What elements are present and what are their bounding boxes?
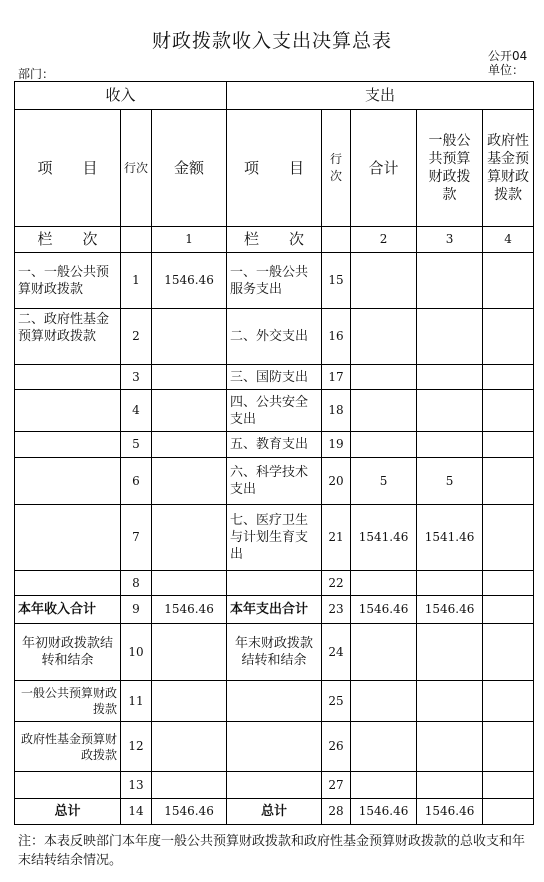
expense-total: 1546.46 (351, 596, 417, 624)
gov-fund-header: 政府性基金预算财政拨款 (483, 110, 534, 227)
expense-total (351, 772, 417, 799)
expense-item: 一、一般公共服务支出 (227, 253, 322, 309)
general-budget-header: 一般公共预算财政拨款 (417, 110, 483, 227)
expense-item: 年末财政拨款结转和结余 (227, 624, 322, 681)
expense-item (227, 772, 322, 799)
expense-gov-fund (483, 505, 534, 571)
expense-gov-fund (483, 309, 534, 365)
expense-item: 四、公共安全支出 (227, 390, 322, 432)
income-amount (152, 432, 227, 458)
expense-row-no: 25 (322, 681, 351, 722)
expense-row-no: 21 (322, 505, 351, 571)
expense-general-budget (417, 365, 483, 390)
expense-row-no: 19 (322, 432, 351, 458)
expense-gov-fund (483, 799, 534, 825)
column-index-1: 1 (152, 227, 227, 253)
expense-total: 1541.46 (351, 505, 417, 571)
expense-general-budget (417, 722, 483, 772)
income-item (15, 772, 121, 799)
income-amount (152, 505, 227, 571)
table-row (15, 772, 534, 799)
expense-row-no: 18 (322, 390, 351, 432)
expense-general-budget (417, 571, 483, 596)
expense-general-budget: 5 (417, 458, 483, 505)
expense-general-budget (417, 681, 483, 722)
expense-total (351, 390, 417, 432)
expense-item: 七、医疗卫生与计划生育支出 (227, 505, 322, 571)
expense-row-no-header: 行次 (322, 110, 351, 227)
income-grand-total-label: 总计 (15, 799, 121, 825)
expense-total (351, 624, 417, 681)
expense-item (227, 722, 322, 772)
table-row (15, 309, 534, 365)
income-item (15, 365, 121, 390)
column-index-label: 栏 次 (227, 227, 322, 253)
income-amount: 1546.46 (152, 253, 227, 309)
expense-total (351, 309, 417, 365)
expense-row-no: 22 (322, 571, 351, 596)
expense-item-header: 项 目 (227, 110, 322, 227)
column-index-2: 2 (351, 227, 417, 253)
table-row (15, 571, 534, 596)
income-row-no: 6 (121, 458, 152, 505)
column-index-blank (322, 227, 351, 253)
income-amount (152, 772, 227, 799)
expense-general-budget (417, 390, 483, 432)
expense-total-header: 合计 (351, 110, 417, 227)
income-amount: 1546.46 (152, 596, 227, 624)
expense-general-budget (417, 309, 483, 365)
expense-total (351, 571, 417, 596)
expense-gov-fund (483, 253, 534, 309)
income-row-no: 13 (121, 772, 152, 799)
income-amount (152, 571, 227, 596)
table-row (15, 681, 534, 722)
income-row-no: 9 (121, 596, 152, 624)
expense-general-budget: 1541.46 (417, 505, 483, 571)
department-label: 部门： (18, 67, 55, 81)
income-amount: 1546.46 (152, 799, 227, 825)
table-row (15, 458, 534, 505)
expense-row-no: 24 (322, 624, 351, 681)
expense-gov-fund (483, 571, 534, 596)
expense-total (351, 722, 417, 772)
expense-general-budget (417, 253, 483, 309)
footnote: 注：本表反映部门本年度一般公共预算财政拨款和政府性基金预算财政拨款的总收支和年末结转结余情况。 (18, 834, 526, 868)
income-row-no-header: 行次 (121, 110, 152, 227)
expense-row-no: 27 (322, 772, 351, 799)
expense-gov-fund (483, 624, 534, 681)
table-row (15, 505, 534, 571)
unit-label: 单位： (488, 63, 525, 77)
income-item: 二、政府性基金预算财政拨款 (15, 309, 121, 365)
expense-row-no: 15 (322, 253, 351, 309)
column-index-4: 4 (483, 227, 534, 253)
income-row-no: 5 (121, 432, 152, 458)
income-row-no: 11 (121, 681, 152, 722)
income-amount (152, 458, 227, 505)
table-row (15, 253, 534, 309)
income-item: 政府性基金预算财政拨款 (15, 722, 121, 772)
expense-row-no: 17 (322, 365, 351, 390)
expense-total (351, 365, 417, 390)
expense-gov-fund (483, 722, 534, 772)
expense-row-no: 28 (322, 799, 351, 825)
column-index-label: 栏 次 (15, 227, 121, 253)
income-amount (152, 681, 227, 722)
budget-table (14, 81, 534, 825)
income-row-no: 7 (121, 505, 152, 571)
income-item-header: 项 目 (15, 110, 121, 227)
expense-item: 六、科学技术支出 (227, 458, 322, 505)
income-row-no: 4 (121, 390, 152, 432)
income-item (15, 505, 121, 571)
expense-gov-fund (483, 596, 534, 624)
expense-item (227, 571, 322, 596)
column-index-3: 3 (417, 227, 483, 253)
expense-general-budget: 1546.46 (417, 596, 483, 624)
expense-gov-fund (483, 681, 534, 722)
table-row (15, 624, 534, 681)
income-row-no: 1 (121, 253, 152, 309)
income-row-no: 8 (121, 571, 152, 596)
table-row (15, 722, 534, 772)
expense-item: 二、外交支出 (227, 309, 322, 365)
income-row-no: 10 (121, 624, 152, 681)
expense-total (351, 253, 417, 309)
income-row-no: 3 (121, 365, 152, 390)
income-item: 年初财政拨款结转和结余 (15, 624, 121, 681)
expense-subtotal-label: 本年支出合计 (227, 596, 322, 624)
income-subtotal-label: 本年收入合计 (15, 596, 121, 624)
form-code: 公开04 (488, 49, 528, 63)
income-amount (152, 390, 227, 432)
income-amount (152, 624, 227, 681)
income-amount-header: 金额 (152, 110, 227, 227)
expense-row-no: 20 (322, 458, 351, 505)
income-amount (152, 722, 227, 772)
table-row (15, 390, 534, 432)
income-amount (152, 309, 227, 365)
expense-total (351, 432, 417, 458)
expense-item (227, 681, 322, 722)
expense-gov-fund (483, 365, 534, 390)
income-item (15, 458, 121, 505)
page-title: 财政拨款收入支出决算总表 (151, 30, 392, 52)
table-row (15, 365, 534, 390)
income-row-no: 14 (121, 799, 152, 825)
expense-row-no: 23 (322, 596, 351, 624)
expense-general-budget (417, 624, 483, 681)
expense-row-no: 16 (322, 309, 351, 365)
expense-item: 三、国防支出 (227, 365, 322, 390)
income-amount (152, 365, 227, 390)
expense-gov-fund (483, 458, 534, 505)
expense-row-no: 26 (322, 722, 351, 772)
income-header: 收入 (15, 82, 227, 110)
income-row-no: 2 (121, 309, 152, 365)
income-item: 一般公共预算财政拨款 (15, 681, 121, 722)
expense-general-budget: 1546.46 (417, 799, 483, 825)
expense-grand-total-label: 总计 (227, 799, 322, 825)
expense-item: 五、教育支出 (227, 432, 322, 458)
expense-total: 1546.46 (351, 799, 417, 825)
income-item: 一、一般公共预算财政拨款 (15, 253, 121, 309)
expense-total: 5 (351, 458, 417, 505)
expense-general-budget (417, 772, 483, 799)
income-item (15, 571, 121, 596)
expense-gov-fund (483, 432, 534, 458)
expense-gov-fund (483, 390, 534, 432)
column-index-blank (121, 227, 152, 253)
expense-general-budget (417, 432, 483, 458)
income-row-no: 12 (121, 722, 152, 772)
table-row (15, 432, 534, 458)
income-item (15, 390, 121, 432)
table-row (15, 799, 534, 825)
expense-header: 支出 (227, 82, 534, 110)
table-row (15, 596, 534, 624)
expense-total (351, 681, 417, 722)
expense-gov-fund (483, 772, 534, 799)
income-item (15, 432, 121, 458)
